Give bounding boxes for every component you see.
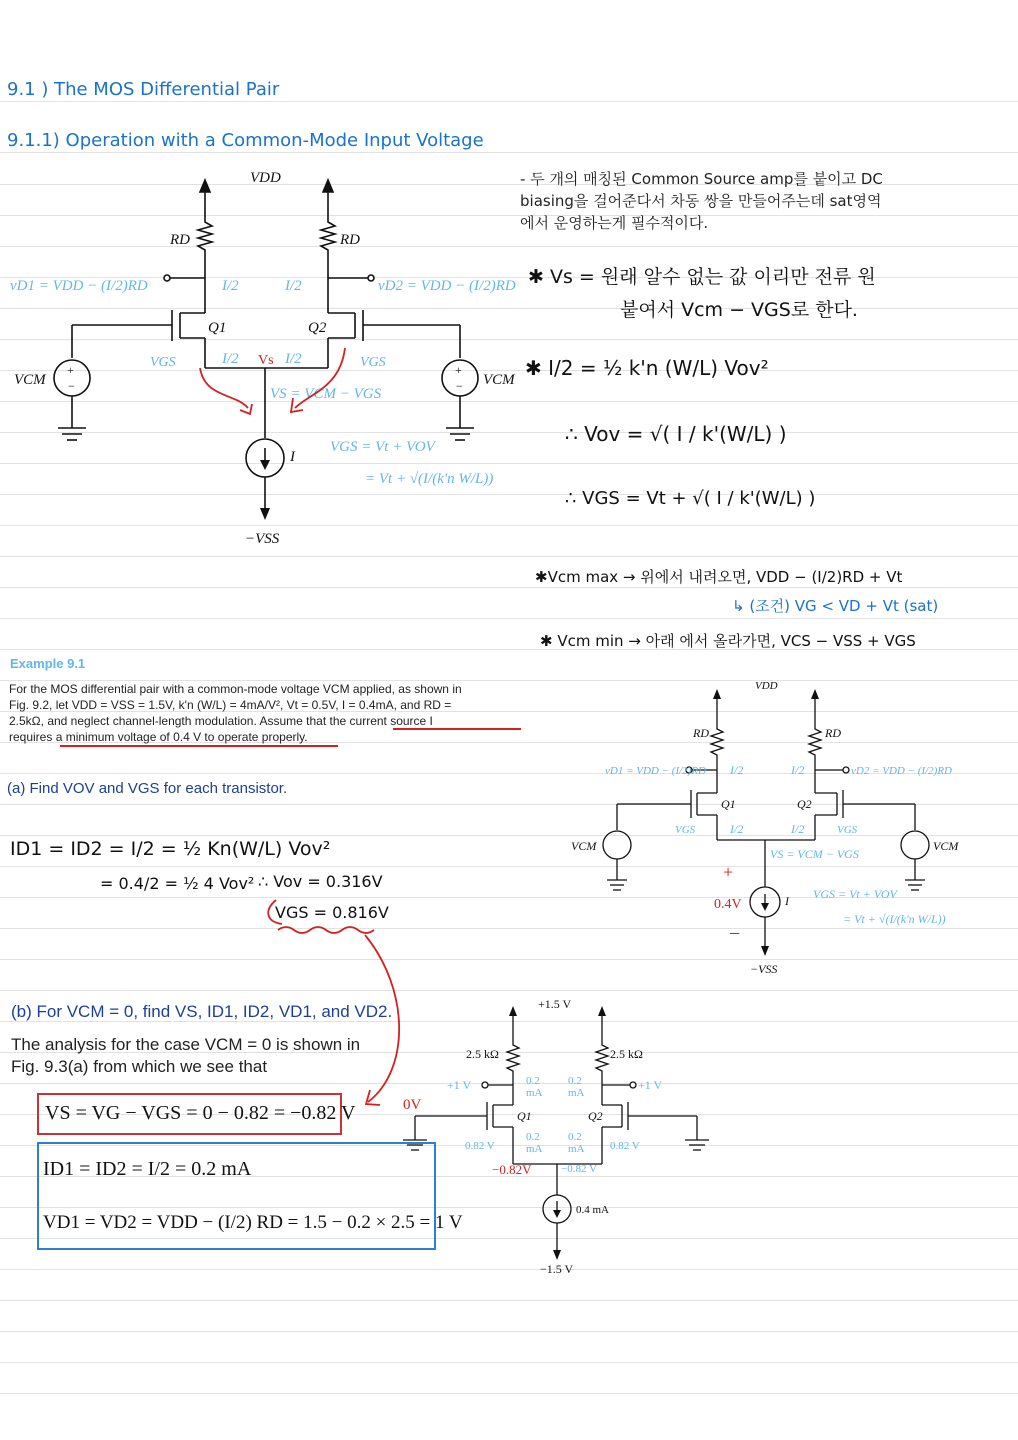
fig2-red-minus: − — [729, 923, 741, 945]
fig1-vgs1: VGS — [150, 355, 176, 370]
fig3-q1: Q1 — [517, 1109, 532, 1123]
fig3-red-0v: 0V — [403, 1097, 422, 1113]
figure-differential-pair — [0, 158, 520, 553]
fig1-q2: Q2 — [308, 320, 327, 336]
example-line2: Fig. 9.2, let VDD = VSS = 1.5V, k'n (W/L) = 4mA/V², Vt = 0.5V, I = 0.4mA, and RD = — [9, 698, 452, 712]
fig2-vdd: VDD — [755, 680, 778, 692]
fig2-vd1: vD1 = VDD − (I/2)RD — [605, 765, 706, 777]
fig3-i2-unit: mA — [568, 1143, 585, 1155]
fig3-isrc: 0.4 mA — [576, 1204, 609, 1216]
fig1-vcm-left: VCM — [14, 372, 46, 388]
subsection-heading: 9.1.1) Operation with a Common-Mode Input Voltage — [7, 130, 484, 151]
fig2-ihalf-2: I/2 — [791, 822, 805, 836]
fig2-vs-eq: VS = VCM − VGS — [770, 847, 859, 861]
section-heading: 9.1 ) The MOS Differential Pair — [7, 79, 280, 100]
fig1-vgs-eq2: = Vt + √(I/(k'n W/L)) — [365, 471, 494, 487]
part-a-question: (a) Find VOV and VGS for each transistor. — [7, 780, 288, 797]
fig1-vs-eq: VS = VCM − VGS — [270, 386, 382, 402]
underline-current-source — [393, 728, 521, 730]
example-body — [9, 681, 524, 745]
example-line1: For the MOS differential pair with a common-mode voltage VCM applied, as shown in — [9, 682, 462, 696]
fig1-rd1: RD — [170, 232, 190, 248]
fig2-vd2: vD2 = VDD − (I/2)RD — [851, 765, 952, 777]
hand-a-line1: ID1 = ID2 = I/2 = ½ Kn(W/L) Vov² — [10, 838, 331, 860]
fig1-i: I — [290, 449, 295, 465]
hand-a-line2: = 0.4/2 = ½ 4 Vov² — [100, 874, 255, 893]
fig3-vneg: −1.5 V — [540, 1262, 574, 1276]
fig1-vd2: vD2 = VDD − (I/2)RD — [378, 278, 516, 294]
fig2-red-04v: 0.4V — [714, 897, 742, 912]
fig2-vcm-right: VCM — [933, 839, 959, 853]
note-vgs-eq: ∴ VGS = Vt + √( I / k'(W/L) ) — [565, 488, 816, 509]
fig2-ihalf-top2: I/2 — [791, 763, 805, 777]
hand-a-vov: ∴ Vov = 0.316V — [258, 872, 383, 891]
example-line3: 2.5kΩ, and neglect channel-length modulation. Assume that the current source I — [9, 714, 433, 728]
fig2-vgs2: VGS — [837, 824, 858, 836]
vcm1-plus: + — [67, 363, 74, 377]
fig3-i1-unit: mA — [526, 1143, 543, 1155]
fig1-vss: −VSS — [245, 531, 280, 547]
fig3-i2-val: 0.2 — [568, 1131, 582, 1143]
fig3-vs: −0.82 V — [561, 1163, 597, 1175]
note-i-eq: ✱ I/2 = ½ k'n (W/L) Vov² — [525, 356, 769, 380]
fig2-i: I — [785, 894, 789, 908]
fig1-vd1: vD1 = VDD − (I/2)RD — [10, 278, 148, 294]
fig2-vcm-left: VCM — [571, 839, 597, 853]
intro-note — [520, 168, 1000, 234]
fig3-r2: 2.5 kΩ — [610, 1047, 643, 1061]
fig3-red-vs: −0.82V — [492, 1162, 532, 1177]
current-voltage-box — [37, 1142, 463, 1250]
fig1-vgs2: VGS — [360, 355, 386, 370]
fig1-vgs-eq1: VGS = Vt + VOV — [330, 439, 435, 455]
example-line4: requires a minimum voltage of 0.4 V to operate properly. — [9, 730, 308, 744]
vd-equation: VD1 = VD2 = VDD − (I/2) RD = 1.5 − 0.2 × 2.5 = 1 V — [43, 1212, 463, 1233]
fig1-ihalf-2: I/2 — [285, 351, 302, 367]
fig1-ihalf-top1: I/2 — [222, 278, 239, 294]
fig1-q1: Q1 — [208, 320, 227, 336]
fig2-vgs1: VGS — [675, 824, 696, 836]
vs-equation: VS = VG − VGS = 0 − 0.82 = −0.82 V — [45, 1102, 356, 1124]
id-equation: ID1 = ID2 = I/2 = 0.2 mA — [43, 1158, 252, 1180]
fig2-ihalf-1: I/2 — [730, 822, 744, 836]
part-b-question: (b) For VCM = 0, find VS, ID1, ID2, VD1, and VD2. — [11, 1002, 393, 1021]
fig2-vss: −VSS — [750, 962, 778, 976]
fig3-i2-top-unit: mA — [568, 1087, 585, 1099]
note-vs-line2: 붙여서 Vcm − VGS로 한다. — [620, 299, 858, 321]
vs-equation-box — [37, 1093, 356, 1135]
fig3-v082-left: 0.82 V — [465, 1140, 495, 1152]
vcm2-minus: − — [456, 379, 463, 393]
fig2-red-plus: + — [723, 862, 734, 882]
analysis-line1: The analysis for the case VCM = 0 is shown in — [11, 1035, 361, 1054]
fig2-rd2: RD — [825, 726, 841, 740]
intro-note-line1: - 두 개의 매칭된 Common Source amp를 붙이고 DC — [520, 170, 883, 188]
fig3-i1-val: 0.2 — [526, 1131, 540, 1143]
vcm1-minus: − — [68, 379, 75, 393]
fig2-q2: Q2 — [797, 797, 812, 811]
fig3-i2-top-val: 0.2 — [568, 1075, 582, 1087]
fig2-ihalf-top1: I/2 — [730, 763, 744, 777]
fig1-ihalf-top2: I/2 — [285, 278, 302, 294]
part-b-analysis — [11, 1034, 360, 1078]
note-vcm-max-condition: ↳ (조건) VG < VD + Vt (sat) — [732, 597, 939, 615]
figure-example-circuit — [565, 665, 965, 985]
note-vcm-min: ✱ Vcm min → 아래 에서 올라가면, VCS − VSS + VGS — [540, 632, 916, 650]
fig1-vcm-right: VCM — [483, 372, 515, 388]
underline-min-voltage — [60, 745, 338, 747]
fig3-g2: +1 V — [638, 1078, 663, 1092]
intro-note-line3: 에서 운영하는게 필수적이다. — [520, 214, 709, 232]
vcm2-plus: + — [455, 363, 462, 377]
fig3-g1: +1 V — [447, 1078, 472, 1092]
fig3-v082-right: 0.82 V — [610, 1140, 640, 1152]
fig3-r1: 2.5 kΩ — [466, 1047, 499, 1061]
fig1-rd2: RD — [340, 232, 360, 248]
analysis-line2: Fig. 9.3(a) from which we see that — [11, 1057, 268, 1076]
fig3-i1-top-unit: mA — [526, 1087, 543, 1099]
fig1-ihalf-1: I/2 — [222, 351, 239, 367]
fig2-vgs-eq2: = Vt + √(I/(k'n W/L)) — [843, 912, 946, 926]
note-vcm-max: ✱Vcm max → 위에서 내려오면, VDD − (I/2)RD + Vt — [535, 568, 903, 586]
hand-a-vgs: VGS = 0.816V — [275, 903, 389, 922]
example-title: Example 9.1 — [10, 656, 86, 671]
intro-note-line2: biasing을 걸어준다서 차동 쌍을 만들어주는데 sat영역 — [520, 192, 882, 210]
note-vs-line1: ✱ Vs = 원래 알수 없는 값 이리만 전류 원 — [528, 266, 876, 288]
figure-numeric-circuit — [400, 992, 720, 1277]
fig1-vs-mark: Vs — [258, 353, 274, 368]
fig3-q2: Q2 — [588, 1109, 603, 1123]
fig2-rd1: RD — [693, 726, 709, 740]
fig3-i1-top-val: 0.2 — [526, 1075, 540, 1087]
note-vov-eq: ∴ Vov = √( I / k'(W/L) ) — [565, 422, 787, 446]
fig2-q1: Q1 — [721, 797, 736, 811]
fig1-vdd: VDD — [250, 170, 281, 186]
fig3-vpos: +1.5 V — [538, 997, 572, 1011]
fig2-vgs-eq1: VGS = Vt + VOV — [813, 887, 897, 901]
